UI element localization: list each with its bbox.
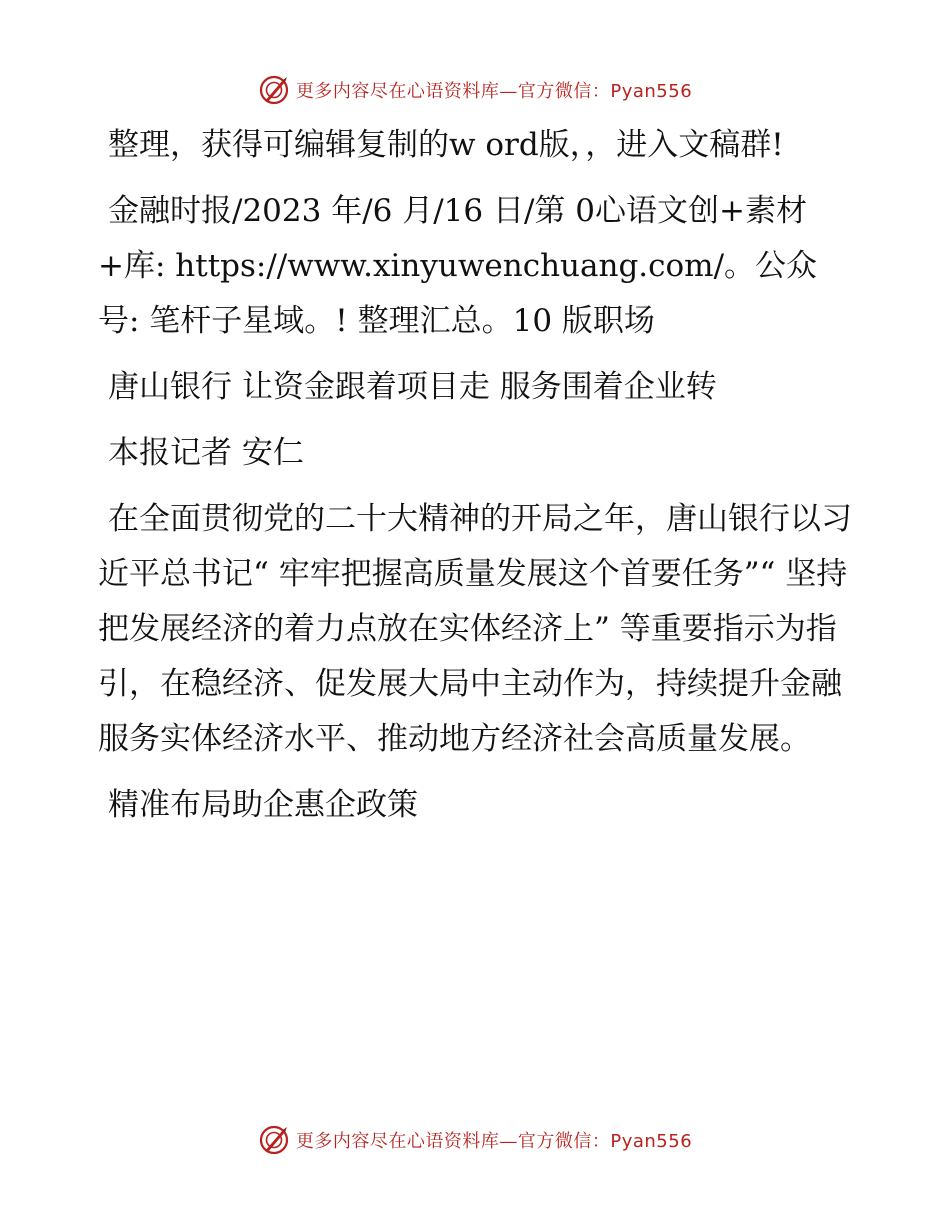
paragraph-source: 金融时报/2023 年/6 月/16 日/第 0心语文创+素材+库: https://www.xinyuwenchuang.com/。公众号: 笔杆子星域。! 整理汇总。10 版职场 [98, 193, 818, 339]
watermark-text: 更多内容尽在心语资料库—官方微信：Pyan556 [295, 1131, 693, 1152]
logo-icon [258, 1124, 290, 1156]
paragraph-body: 在全面贯彻党的二十大精神的开局之年，唐山银行以习近平总书记“ 牢牢把握高质量发展这个首要任务”“ 坚持把发展经济的着力点放在实体经济上” 等重要指示为指引，在稳经济、促发展大局中主动作为，持续提升金融服务实体经济水平、推动地方经济社会高质量发展。 [98, 501, 852, 757]
document-body [98, 118, 858, 844]
watermark-text: 更多内容尽在心语资料库—官方微信：Pyan556 [295, 81, 693, 102]
section-heading: 精准布局助企惠企政策 [108, 787, 418, 823]
article-title: 唐山银行 让资金跟着项目走 服务围着企业转 [108, 369, 717, 405]
article-byline: 本报记者 安仁 [108, 435, 304, 471]
logo-icon [258, 74, 290, 106]
paragraph-intro: 整理，获得可编辑复制的w ord版，，进入文稿群! [108, 127, 784, 163]
header-watermark [0, 72, 950, 108]
footer-watermark [0, 1122, 950, 1158]
